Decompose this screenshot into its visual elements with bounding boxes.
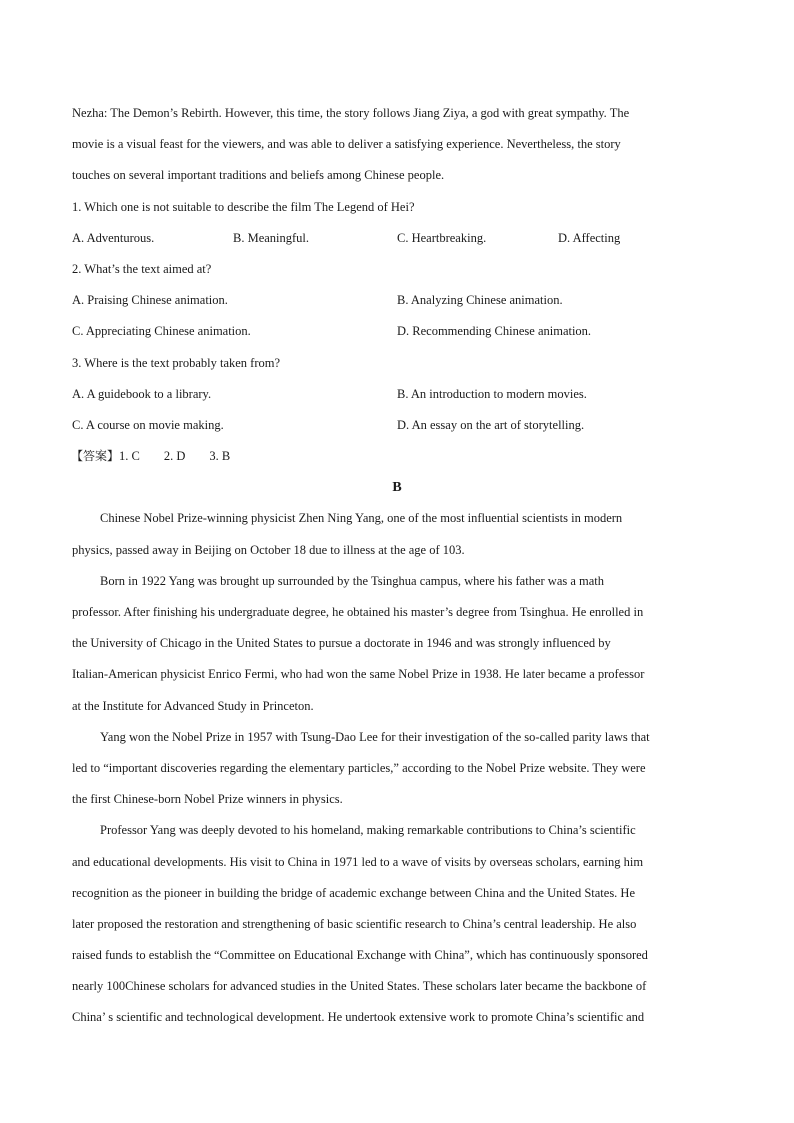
option-a: A. A guidebook to a library. [72, 386, 212, 401]
paragraph-line: nearly 100Chinese scholars for advanced studies in the United States. These scholars later became the backbone of [72, 979, 647, 994]
options-row [72, 379, 722, 410]
paragraph-line: China’ s scientific and technological development. He undertook extensive work to promote China’s scientific and [72, 1010, 645, 1025]
question-3 [72, 348, 722, 442]
paragraph-line: later proposed the restoration and strengthening of basic scientific research to China’s central leadership. He also [72, 916, 637, 931]
paragraph-line: raised funds to establish the “Committee on Educational Exchange with China”, which has continuously sponsored [72, 948, 648, 963]
option-b: B. An introduction to modern movies. [397, 386, 587, 401]
question-1 [72, 192, 722, 254]
paragraph-line: at the Institute for Advanced Study in Princeton. [72, 698, 314, 713]
paragraph [72, 566, 722, 722]
answer-label: 【答案】 [71, 449, 120, 464]
intro-line: Nezha: The Demon’s Rebirth. However, this time, the story follows Jiang Ziya, a god with great sympathy. The [72, 106, 630, 120]
option-a: A. Adventurous. [72, 230, 155, 245]
paragraph [72, 503, 722, 565]
options-row [72, 410, 722, 441]
intro-passage [72, 98, 722, 192]
paragraph-line: Chinese Nobel Prize-winning physicist Zhen Ning Yang, one of the most influential scientists in modern [100, 511, 623, 526]
question-text: 1. Which one is not suitable to describe the film The Legend of Hei? [72, 199, 415, 214]
answer-item: 2. D [163, 449, 186, 464]
option-c: C. Appreciating Chinese animation. [72, 324, 251, 339]
paragraph [72, 722, 722, 816]
document-page [72, 98, 722, 1034]
paragraph-line: professor. After finishing his undergraduate degree, he obtained his master’s degree from Tsinghua. He enrolled in [72, 605, 644, 619]
options-row [72, 316, 722, 347]
paragraph-line: the University of Chicago in the United States to pursue a doctorate in 1946 and was strongly influenced by [72, 636, 611, 651]
paragraph-line: physics, passed away in Beijing on October 18 due to illness at the age of 103. [72, 542, 465, 557]
paragraph-line: Italian-American physicist Enrico Fermi, who had won the same Nobel Prize in 1938. He later became a professor [72, 667, 645, 682]
options-row [72, 223, 722, 254]
paragraph-line: the first Chinese-born Nobel Prize winners in physics. [72, 792, 343, 807]
question-text: 2. What’s the text aimed at? [72, 261, 212, 276]
paragraph-line: Professor Yang was deeply devoted to his homeland, making remarkable contributions to China’s scientific [100, 823, 636, 838]
paragraph-line: recognition as the pioneer in building the bridge of academic exchange between China and the United States. He [72, 885, 636, 900]
answer-key [71, 441, 722, 472]
intro-line: touches on several important traditions and beliefs among Chinese people. [72, 168, 445, 183]
option-d: D. Recommending Chinese animation. [397, 324, 592, 339]
option-d: D. An essay on the art of storytelling. [397, 417, 585, 432]
paragraph-line: and educational developments. His visit to China in 1971 led to a wave of visits by overseas scholars, earning him [72, 854, 644, 869]
option-c: C. Heartbreaking. [397, 230, 487, 245]
option-b: B. Analyzing Chinese animation. [397, 293, 563, 308]
option-d: D. Affecting [558, 230, 621, 245]
paragraph-line: led to “important discoveries regarding the elementary particles,” according to the Nobel Prize website. They were [72, 760, 646, 775]
options-row [72, 285, 722, 316]
option-c: C. A course on movie making. [72, 417, 224, 432]
answer-item: 3. B [209, 449, 231, 464]
option-a: A. Praising Chinese animation. [72, 293, 228, 308]
question-text: 3. Where is the text probably taken from? [72, 355, 281, 370]
paragraph-line: Yang won the Nobel Prize in 1957 with Tsung-Dao Lee for their investigation of the so-called parity laws that [100, 729, 650, 744]
answer-item: 1. C [119, 449, 140, 464]
question-2 [72, 254, 722, 348]
paragraph [72, 815, 722, 1033]
intro-line: movie is a visual feast for the viewers, and was able to deliver a satisfying experience. Nevertheless, the story [72, 137, 621, 152]
option-b: B. Meaningful. [233, 230, 310, 245]
section-title: B [392, 480, 402, 496]
paragraph-line: Born in 1922 Yang was brought up surrounded by the Tsinghua campus, where his father was a math [100, 573, 605, 588]
